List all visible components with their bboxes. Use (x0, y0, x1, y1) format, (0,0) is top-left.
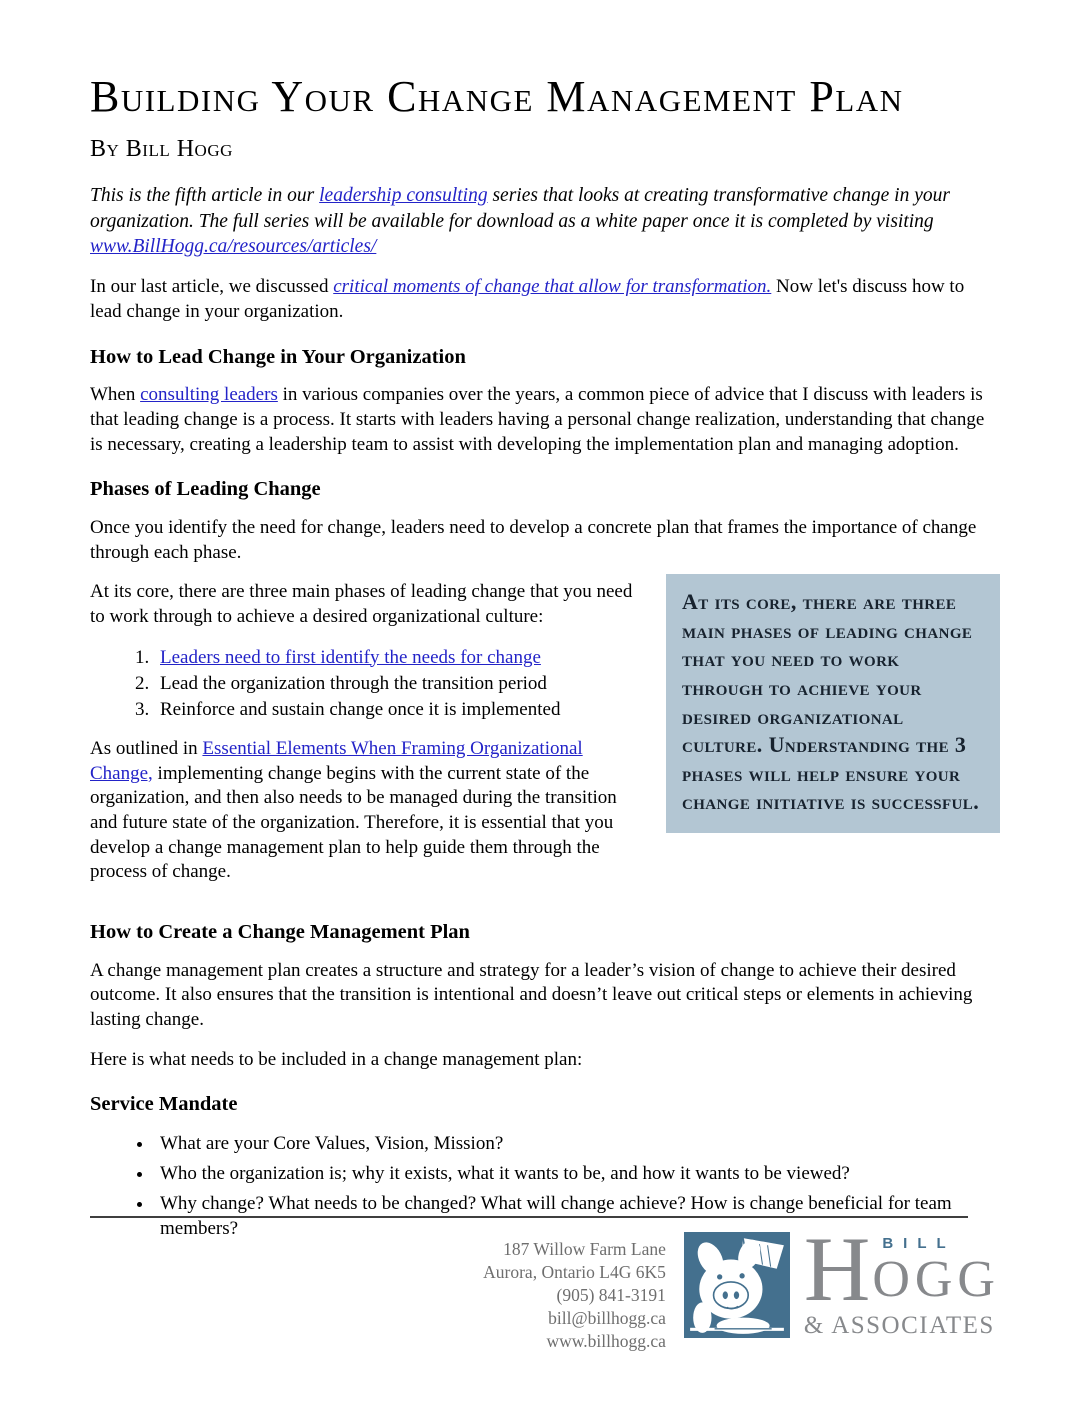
leadership-consulting-link[interactable]: leadership consulting (319, 185, 488, 207)
last-article-text-2: Now let's discuss how to lead change in your organization. (90, 276, 965, 322)
numbered-item-2: 2. Lead the organization through the transition period (154, 671, 640, 696)
heading-create-plan: How to Create a Change Management Plan (90, 920, 470, 943)
critical-moments-link[interactable]: critical moments of change that allow for transformation. (333, 276, 772, 298)
lead-change-text-2: in various companies over the years, a common piece of advice that I discuss with leaders is that leading change is a process. It starts with leaders having a personal change realization, understanding that change is necessary, creating a leadership team to assist with developing the implementation plan and managing adoption. (90, 384, 985, 455)
heading-lead-change: How to Lead Change in Your Organization (90, 345, 466, 368)
pull-quote: At its core, there are three main phases of leading change that you need to work through to achieve your desired organizational culture. Understanding the 3 phases will help ensure your change initiative is successful. (666, 574, 1000, 833)
phases-paragraph-1: Once you identify the need for change, leaders need to develop a concrete plan that frames the importance of change through each phase. (90, 516, 977, 563)
phases-paragraph-2: At its core, there are three main phases of leading change that you need to work through to achieve a desired organizational culture: (90, 581, 633, 627)
outlined-text-1: As outlined in (90, 737, 203, 759)
logo-h-initial: H (803, 1218, 871, 1320)
email-address: bill@billhogg.ca (548, 1308, 666, 1329)
logo-tagline: & ASSOCIATES (803, 1312, 995, 1340)
intro-paragraph (90, 183, 1000, 259)
last-article-paragraph (90, 275, 1000, 324)
logo-name-row (803, 1218, 1000, 1320)
lead-change-text-1: When (90, 384, 141, 406)
page-footer (90, 1216, 1000, 1353)
logo-bill-text: BILL (882, 1235, 956, 1252)
heading-phases: Phases of Leading Change (90, 478, 321, 501)
essential-elements-link[interactable]: Essential Elements When Framing Organizational Change, (90, 737, 583, 784)
numbered-item-1 (154, 645, 640, 670)
create-plan-paragraph-2: Here is what needs to be included in a change management plan: (90, 1048, 583, 1070)
logo-ogg-text: OGG (872, 1251, 1000, 1308)
phone-number: (905) 841-3191 (556, 1285, 666, 1306)
create-plan-paragraph-1: A change management plan creates a structure and strategy for a leader’s vision of change to achieve their desired outcome. It also ensures that the transition is intentional and doesn’t leave out critical steps or elements in achieving lasting change. (90, 959, 973, 1030)
outlined-text-2: implementing change begins with the current state of the organization, and then also needs to be managed during the transition and future state of the organization. Therefore, it is essential that you develop a change management plan to help guide them through the process of change. (90, 762, 617, 883)
pig-logo-icon (684, 1232, 790, 1338)
company-logo (684, 1218, 1000, 1340)
contact-block (90, 1232, 684, 1353)
heading-service-mandate: Service Mandate (90, 1093, 238, 1116)
phases-paragraph-3 (90, 737, 640, 885)
bullet-item-1: • What are your Core Values, Vision, Mission? (154, 1131, 1000, 1156)
byline: By Bill Hogg (90, 136, 233, 163)
phases-numbered-list (90, 645, 640, 722)
billhogg-articles-link[interactable]: www.BillHogg.ca/resources/articles/ (90, 235, 377, 257)
page-title: Building Your Change Management Plan (90, 72, 904, 121)
consulting-leaders-link[interactable]: consulting leaders (140, 384, 278, 406)
bullet-item-3: • Why change? What needs to be changed? What will change achieve? How is change beneficial for team members? (154, 1191, 1000, 1241)
identify-needs-link[interactable]: Leaders need to first identify the needs for change (160, 646, 541, 668)
intro-text-1: This is the fifth article in our (90, 185, 320, 207)
last-article-text-1: In our last article, we discussed (90, 276, 334, 298)
logo-wordmark (803, 1218, 1000, 1340)
bullet-item-2: • Who the organization is; why it exists, what it wants to be, and how it wants to be viewed? (154, 1161, 1000, 1186)
phases-left-column (90, 580, 640, 900)
footer-row (90, 1218, 1000, 1353)
lead-change-paragraph (90, 383, 1000, 457)
address-line-city: Aurora, Ontario L4G 6K5 (483, 1262, 666, 1283)
numbered-item-3: 3. Reinforce and sustain change once it is implemented (154, 697, 640, 722)
website-url: www.billhogg.ca (546, 1331, 666, 1352)
two-column-section (90, 580, 1000, 900)
intro-text-2: series that looks at creating transformative change in your organization. The full series will be available for download as a white paper once it is completed by visiting (90, 185, 950, 232)
address-line-street: 187 Willow Farm Lane (503, 1239, 666, 1259)
